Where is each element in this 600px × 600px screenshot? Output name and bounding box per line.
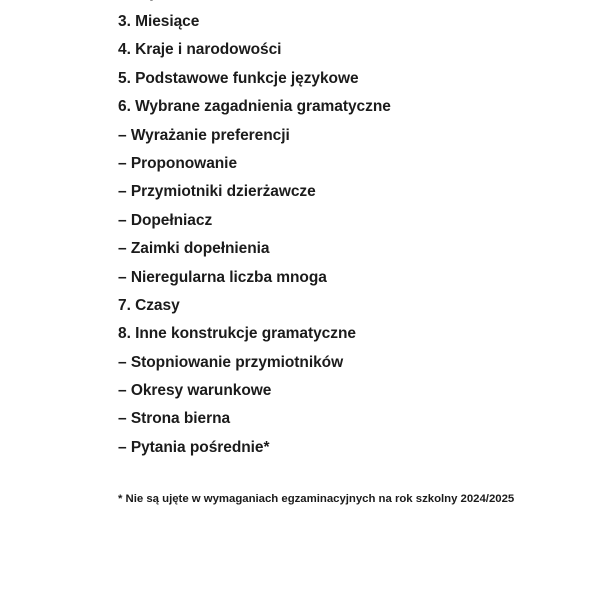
list-item: – Proponowanie xyxy=(118,154,238,172)
list-item: – Przymiotniki dzierżawcze xyxy=(118,183,316,201)
list-item: – Pytania pośrednie* xyxy=(118,438,270,456)
syllabus-list xyxy=(118,12,580,466)
list-item: – Stopniowanie przymiotników xyxy=(118,353,344,371)
list-item: – Nieregularna liczba mnoga xyxy=(118,268,327,286)
footnote-text: * Nie są ujęte w wymaganiach egzaminacyjnych na rok szkolny 2024/2025 xyxy=(118,493,515,505)
list-item: 4. Kraje i narodowości xyxy=(118,41,282,59)
list-item: 8. Inne konstrukcje gramatyczne xyxy=(118,325,356,343)
list-item: – Dopełniacz xyxy=(118,211,213,229)
list-item: – Strona bierna xyxy=(118,410,231,428)
list-item: 6. Wybrane zagadnienia gramatyczne xyxy=(118,98,391,116)
list-item: – Wyrażanie preferencji xyxy=(118,126,290,144)
list-item: 3. Miesiące xyxy=(118,13,200,30)
list-item: 7. Czasy xyxy=(118,296,180,314)
list-item: 5. Podstawowe funkcje językowe xyxy=(118,69,359,87)
list-item: – Okresy warunkowe xyxy=(118,382,272,400)
clipped-top-line xyxy=(118,0,211,4)
list-item: – Zaimki dopełnienia xyxy=(118,240,270,258)
